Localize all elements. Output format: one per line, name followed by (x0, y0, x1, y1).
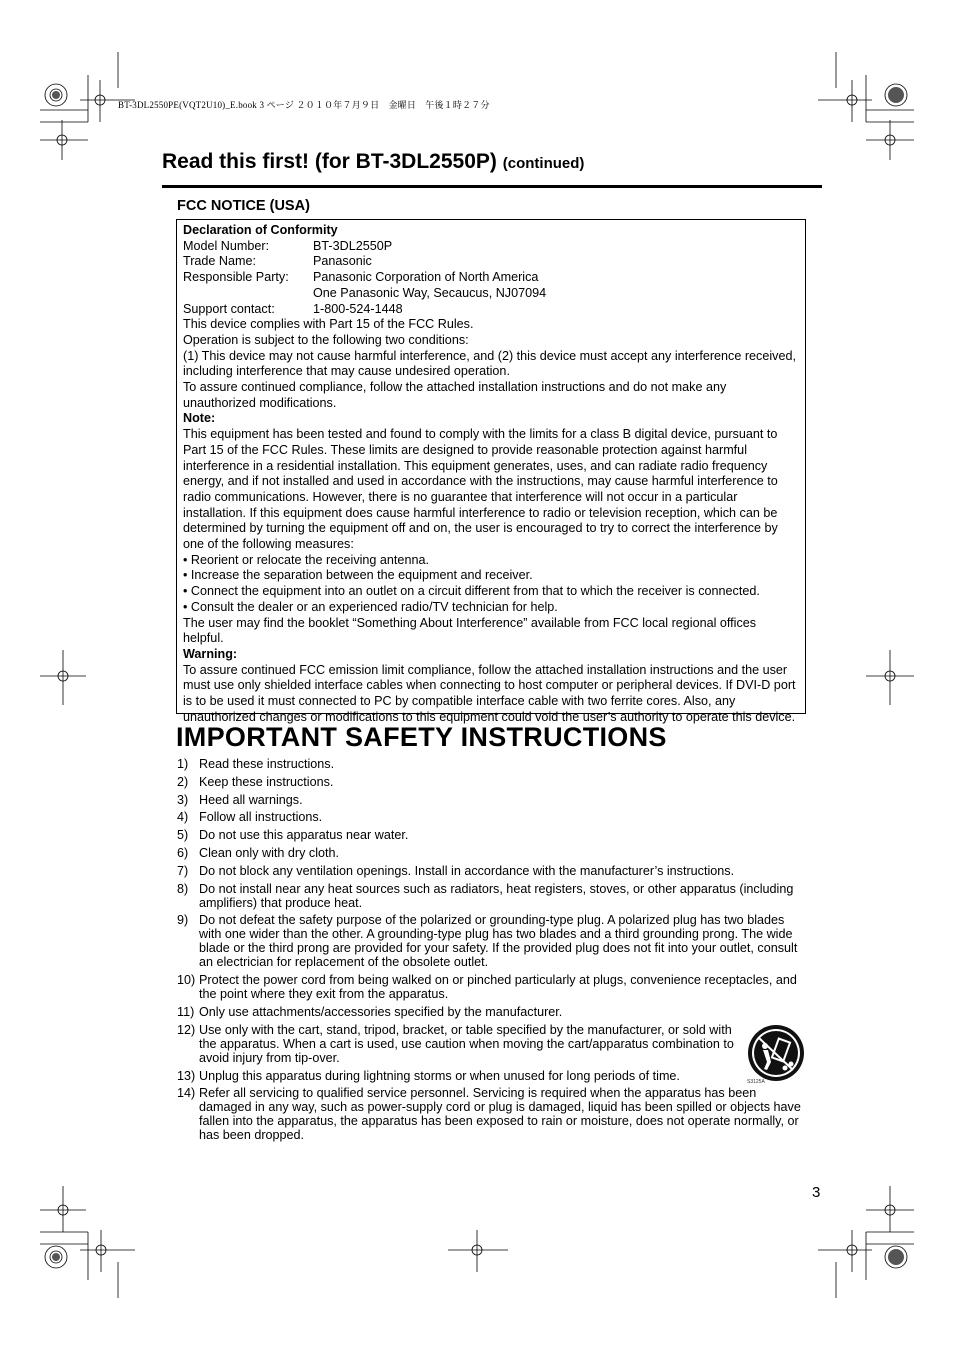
item-number: 8) (177, 881, 189, 896)
note-label: Note: (183, 411, 216, 426)
booklet-text: The user may find the booklet “Something About Interference” available from FCC local regional offices helpful. (183, 615, 757, 646)
item-number: 6) (177, 845, 189, 860)
item-text: Keep these instructions. (199, 774, 334, 789)
item-number: 2) (177, 774, 189, 789)
item-text: Read these instructions. (199, 757, 335, 771)
warning-label: Warning: (183, 646, 238, 661)
item-number: 7) (177, 863, 189, 878)
item-number: 14) (177, 1086, 196, 1101)
list-item (177, 757, 809, 771)
list-item (177, 1005, 809, 1019)
item-text: Heed all warnings. (199, 792, 303, 807)
list-item (177, 1023, 809, 1065)
safety-list (177, 757, 809, 1146)
operation-text: Operation is subject to the following two conditions: (183, 332, 469, 347)
conditions-text: (1) This device may not cause harmful interference, and (2) this device must accept any interference received, including interference that may cause undesired operation. (183, 348, 796, 379)
measure-item: • Consult the dealer or an experienced radio/TV technician for help. (183, 600, 799, 616)
list-item (177, 973, 809, 1001)
file-header: BT-3DL2550PE(VQT2U10)_E.book 3 ページ ２０１０年７月９日 金曜日 午後１時２７分 (118, 100, 490, 110)
field-row (183, 239, 799, 255)
item-number: 11) (177, 1004, 195, 1019)
list-item (177, 793, 809, 807)
item-text: Use only with the cart, stand, tripod, bracket, or table specified by the manufacturer, or sold with the apparatus. When a cart is used, use caution when moving the cart/apparatus combination to avoid injury from tip-over. (199, 1022, 734, 1065)
list-item (177, 828, 809, 842)
list-item (177, 775, 809, 789)
field-row (183, 302, 799, 318)
field-row (183, 270, 799, 286)
item-text: Clean only with dry cloth. (199, 845, 339, 860)
field-value: Panasonic Corporation of North America (313, 270, 539, 285)
field-value: Panasonic (313, 254, 372, 269)
page-number: 3 (812, 1184, 821, 1201)
item-text: Follow all instructions. (199, 810, 323, 825)
list-item (177, 913, 809, 969)
item-number: 5) (177, 828, 189, 843)
list-item (177, 1086, 809, 1142)
item-number: 12) (177, 1022, 196, 1037)
item-text: Refer all servicing to qualified service personnel. Servicing is required when the apparatus has been damaged in any way, such as power-supply cord or plug is damaged, liquid has been spilled or objects have fallen into the apparatus, the apparatus has been exposed to rain or moisture, does not operate normally, or has been dropped. (199, 1086, 801, 1143)
item-text: Do not install near any heat sources such as radiators, heat registers, stoves, or other apparatus (including amplifiers) that produce heat. (199, 881, 794, 910)
fcc-notice-box (176, 219, 806, 724)
field-row (183, 286, 799, 302)
compliance-text: This device complies with Part 15 of the FCC Rules. (183, 317, 474, 332)
list-item (177, 810, 809, 824)
fcc-heading: FCC NOTICE (USA) (177, 198, 310, 214)
item-number: 13) (177, 1068, 196, 1083)
item-text: Do not use this apparatus near water. (199, 828, 409, 843)
field-label (183, 286, 313, 302)
title-rule (162, 185, 822, 188)
list-item (177, 882, 809, 910)
cart-icon-code: S3125A (747, 1079, 765, 1085)
field-label: Model Number: (183, 238, 270, 253)
title-text: Read this first! (for BT-3DL2550P) (162, 150, 497, 173)
field-value: BT-3DL2550P (313, 238, 393, 253)
measure-item: • Increase the separation between the equipment and receiver. (183, 568, 799, 584)
declaration-title: Declaration of Conformity (183, 223, 338, 237)
item-text: Only use attachments/accessories specified by the manufacturer. (199, 1004, 563, 1019)
measure-item: • Connect the equipment into an outlet on a circuit different from that to which the receiver is connected. (183, 584, 799, 600)
measure-item: • Reorient or relocate the receiving antenna. (183, 553, 799, 569)
item-number: 4) (177, 810, 189, 825)
list-item (177, 1069, 809, 1083)
list-item (177, 846, 809, 860)
item-number: 10) (177, 973, 196, 988)
page-title (162, 150, 584, 174)
field-label: Responsible Party: (183, 270, 289, 285)
item-number: 9) (177, 913, 189, 928)
continued-label: (continued) (502, 155, 585, 172)
field-label: Support contact: (183, 301, 275, 316)
item-text: Do not block any ventilation openings. Install in accordance with the manufacturer’s instructions. (199, 863, 735, 878)
item-number: 3) (177, 792, 189, 807)
warning-text: To assure continued FCC emission limit compliance, follow the attached installation instructions and the user must use only shielded interface cables when connecting to host computer or peripheral devices. If DVI-D port is to be used it must connected to PC by compatible interface cable with two ferrite cores. Also, any unauthorized changes or modifications to this equipment could void the user’s authority to operate this device. (183, 662, 796, 724)
item-number: 1) (177, 757, 189, 771)
field-value: 1-800-524-1448 (313, 301, 403, 316)
safety-title: IMPORTANT SAFETY INSTRUCTIONS (176, 722, 667, 752)
item-text: Do not defeat the safety purpose of the polarized or grounding-type plug. A polarized plug has two blades with one wider than the other. A grounding-type plug has two blades and a third grounding prong. The wide blade or the third prong are provided for your safety. If the provided plug does not fit into your outlet, consult an electrician for replacement of the obsolete outlet. (199, 913, 798, 970)
list-item (177, 864, 809, 878)
item-text: Protect the power cord from being walked on or pinched particularly at plugs, convenience receptacles, and the point where they exit from the apparatus. (199, 973, 797, 1002)
item-text: Unplug this apparatus during lightning storms or when unused for long periods of time. (199, 1068, 680, 1083)
assure-text: To assure continued compliance, follow the attached installation instructions and do not make any unauthorized modifications. (183, 380, 727, 410)
field-value: One Panasonic Way, Secaucus, NJ07094 (313, 285, 547, 300)
note-text: This equipment has been tested and found to comply with the limits for a class B digital device, pursuant to Part 15 of the FCC Rules. These limits are designed to provide reasonable protection against harmful interference in a residential installation. This equipment generates, uses, and can radiate radio frequency energy, and if not installed and used in accordance with the instructions, may cause harmful interference to radio communications. However, there is no guarantee that interference will not occur in a particular installation. If this equipment does cause harmful interference to radio or television reception, which can be determined by turning the equipment off and on, the user is encouraged to try to correct the interference by one of the following measures: (183, 427, 778, 552)
field-label: Trade Name: (183, 254, 257, 269)
cart-tip-over-warning-icon (745, 1024, 807, 1086)
field-row (183, 254, 799, 270)
